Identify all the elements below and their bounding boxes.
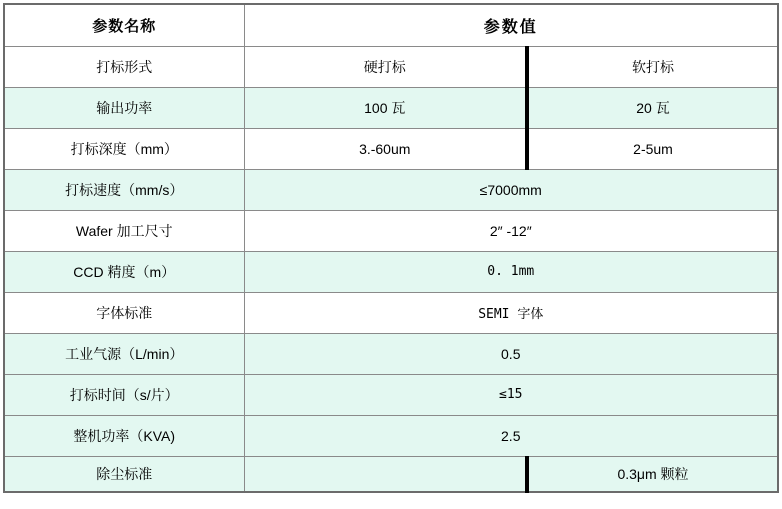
table-row	[4, 87, 778, 128]
table-row	[4, 415, 778, 456]
param-name-header: 参数名称	[4, 4, 244, 46]
value-span: 2.5	[244, 415, 778, 456]
row-label: 打标时间（s/片）	[4, 374, 244, 415]
value-right: 0.3μm 颗粒	[527, 456, 778, 492]
value-span: 0.5	[244, 333, 778, 374]
row-label: 打标形式	[4, 46, 244, 87]
table-row	[4, 46, 778, 87]
value-left	[244, 456, 527, 492]
row-label: 字体标准	[4, 292, 244, 333]
value-span: 2″ -12″	[244, 210, 778, 251]
value-right: 软打标	[527, 46, 778, 87]
value-span: ≤7000mm	[244, 169, 778, 210]
value-span: SEMI 字体	[244, 292, 778, 333]
row-label: 打标深度（mm）	[4, 128, 244, 169]
table-row	[4, 251, 778, 292]
table-row	[4, 333, 778, 374]
value-left: 100 瓦	[244, 87, 527, 128]
row-label: 输出功率	[4, 87, 244, 128]
table-row	[4, 456, 778, 492]
header-row	[4, 4, 778, 46]
table-row	[4, 374, 778, 415]
value-left: 3.-60um	[244, 128, 527, 169]
spec-table-body	[4, 46, 778, 492]
param-value-header: 参数值	[244, 4, 778, 46]
row-label: 工业气源（L/min）	[4, 333, 244, 374]
table-row	[4, 169, 778, 210]
value-right: 2-5um	[527, 128, 778, 169]
value-span: 0. 1mm	[244, 251, 778, 292]
table-row	[4, 292, 778, 333]
value-right: 20 瓦	[527, 87, 778, 128]
value-left: 硬打标	[244, 46, 527, 87]
table-row	[4, 128, 778, 169]
row-label: 打标速度（mm/s）	[4, 169, 244, 210]
spec-table	[3, 3, 779, 493]
value-span: ≤15	[244, 374, 778, 415]
row-label: 整机功率（KVA)	[4, 415, 244, 456]
row-label: 除尘标准	[4, 456, 244, 492]
table-row	[4, 210, 778, 251]
row-label: Wafer 加工尺寸	[4, 210, 244, 251]
row-label: CCD 精度（m）	[4, 251, 244, 292]
